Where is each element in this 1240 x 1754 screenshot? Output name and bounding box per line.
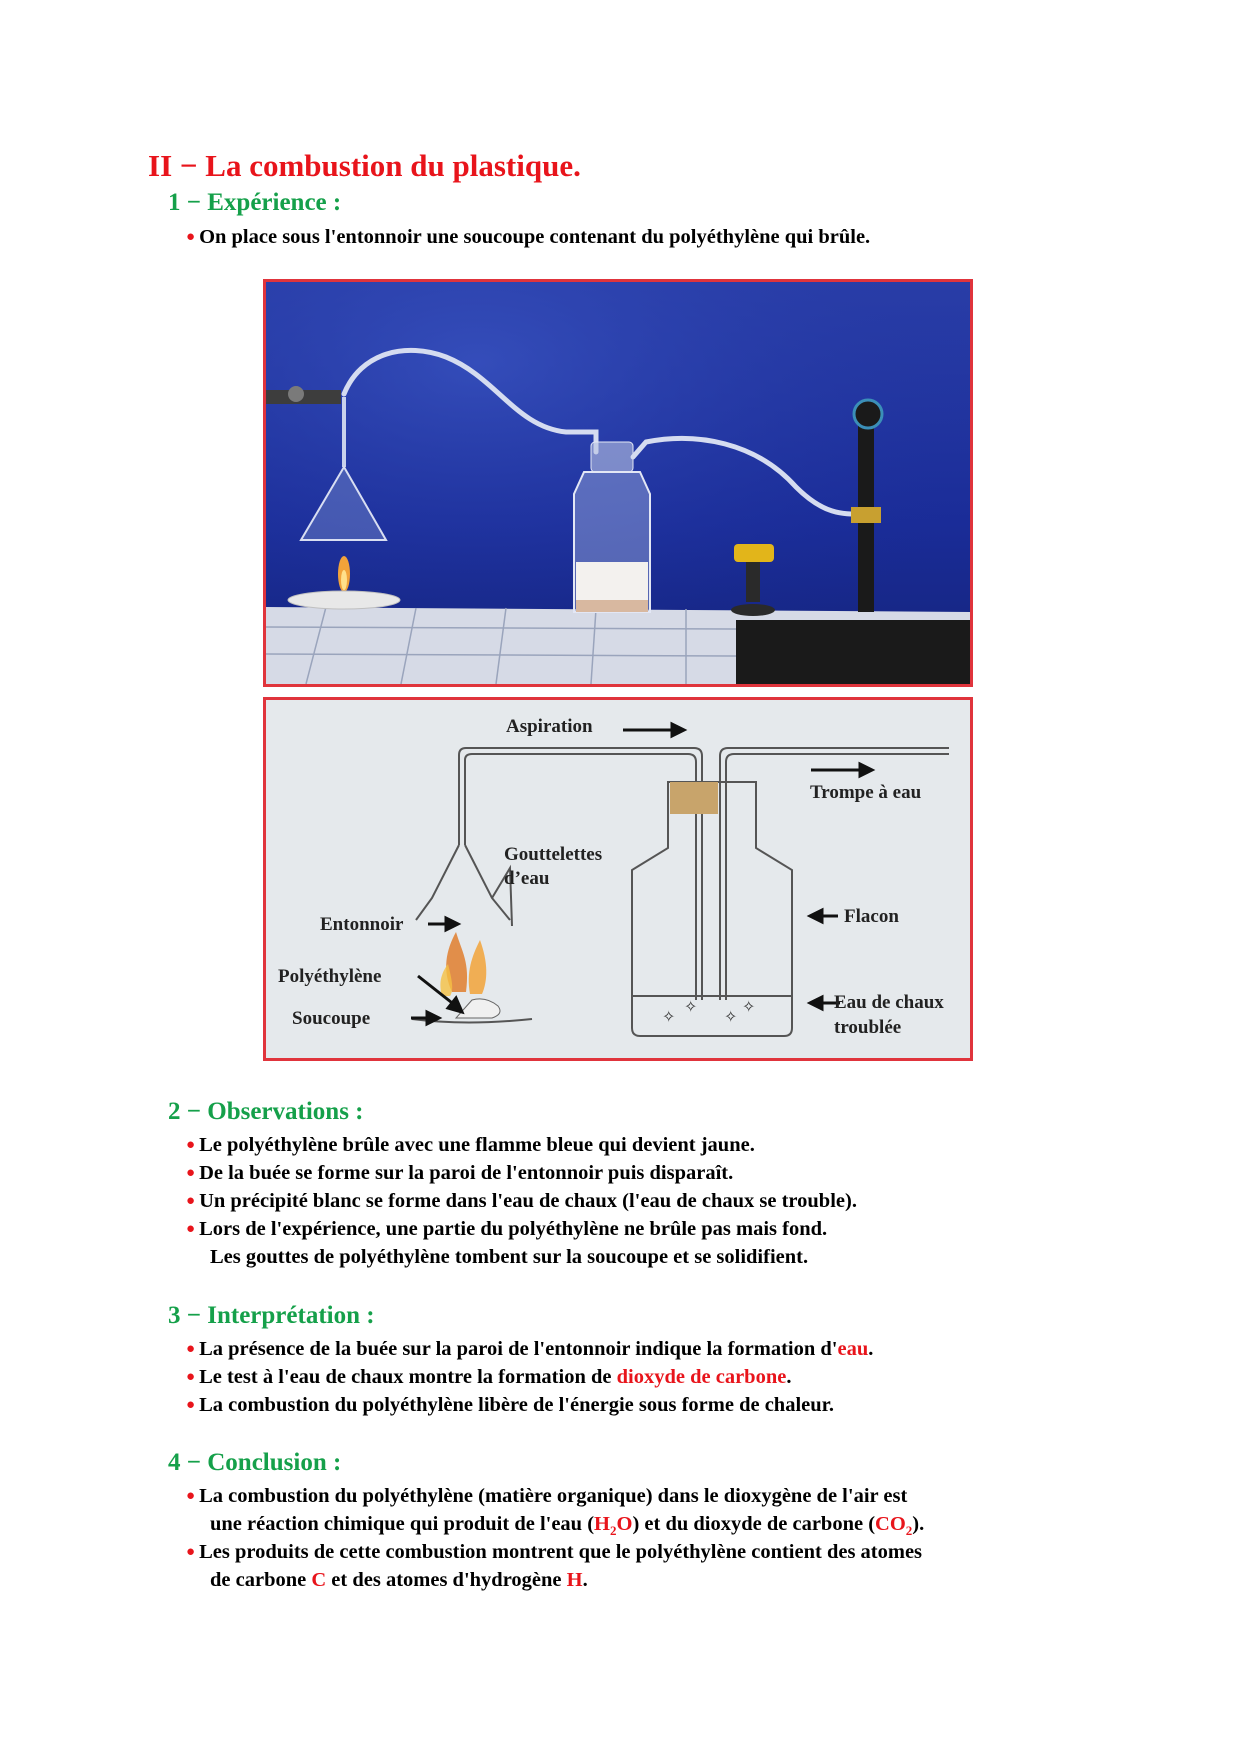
formula-subscript: 2 — [610, 1523, 617, 1539]
label-eau-de-chaux: Eau de chaux — [834, 992, 944, 1013]
bullet-icon: ● — [186, 1165, 196, 1181]
punctuation: . — [868, 1338, 874, 1360]
conclusion-line — [186, 1485, 907, 1508]
label-troublee: troublée — [834, 1017, 902, 1038]
interpretation-text: Le test à l'eau de chaux montre la formation de — [199, 1366, 617, 1388]
bullet-icon: ● — [186, 1193, 196, 1209]
bullet-icon: ● — [186, 229, 196, 245]
conclusion-text: et des atomes d'hydrogène — [326, 1569, 567, 1591]
interpretation-text: La présence de la buée sur la paroi de l'entonnoir indique la formation d' — [199, 1338, 838, 1360]
conclusion-text: une réaction chimique qui produit de l'eau ( — [210, 1513, 595, 1535]
bullet-icon: ● — [186, 1544, 196, 1560]
formula-h2o — [594, 1513, 633, 1539]
observation-item — [186, 1218, 827, 1241]
heading-conclusion: 4 − Conclusion : — [168, 1449, 342, 1476]
observation-item — [186, 1134, 755, 1157]
punctuation: . — [786, 1366, 792, 1388]
heading-interpretation: 3 − Interprétation : — [168, 1302, 375, 1329]
svg-text:✧: ✧ — [662, 1007, 676, 1026]
observation-text: Le polyéthylène brûle avec une flamme bleue qui devient jaune. — [199, 1134, 755, 1156]
observation-item — [186, 1162, 733, 1185]
label-soucoupe: Soucoupe — [292, 1008, 371, 1029]
bullet-icon: ● — [186, 1137, 196, 1153]
observation-item — [186, 1190, 857, 1213]
experience-text: On place sous l'entonnoir une soucoupe contenant du polyéthylène qui brûle. — [199, 226, 871, 248]
experience-bullet — [186, 226, 870, 249]
label-aspiration: Aspiration — [506, 716, 593, 737]
svg-text:✧: ✧ — [724, 1007, 738, 1026]
observation-text: De la buée se forme sur la paroi de l'entonnoir puis disparaît. — [199, 1162, 734, 1184]
observation-text: Un précipité blanc se forme dans l'eau de chaux (l'eau de chaux se trouble). — [199, 1190, 857, 1212]
interpretation-item — [186, 1338, 873, 1361]
heading-observations: 2 − Observations : — [168, 1098, 364, 1125]
label-flacon: Flacon — [844, 906, 899, 927]
symbol-hydrogen: H — [566, 1569, 583, 1591]
label-polyethylene: Polyéthylène — [278, 966, 382, 987]
conclusion-text: La combustion du polyéthylène (matière organique) dans le dioxygène de l'air est — [199, 1485, 908, 1507]
punctuation: . — [582, 1569, 588, 1591]
formula-part: O — [616, 1513, 633, 1535]
diagram-illustration — [266, 700, 970, 1058]
bullet-icon: ● — [186, 1221, 196, 1237]
observation-continuation: Les gouttes de polyéthylène tombent sur la soucoupe et se solidifient. — [210, 1246, 809, 1268]
experiment-photo-illustration — [266, 282, 970, 684]
svg-text:✧: ✧ — [684, 997, 698, 1016]
conclusion-text: Les produits de cette combustion montrent que le polyéthylène contient des atomes — [199, 1541, 923, 1563]
conclusion-line — [186, 1541, 922, 1564]
conclusion-line — [210, 1513, 924, 1539]
label-trompe: Trompe à eau — [810, 782, 922, 803]
interpretation-item — [186, 1366, 791, 1389]
label-gouttelettes: Gouttelettes — [504, 844, 603, 865]
keyword-dioxyde: dioxyde de carbone — [616, 1366, 787, 1388]
keyword-eau: eau — [837, 1338, 869, 1360]
heading-experience: 1 − Expérience : — [168, 189, 342, 216]
svg-text:✧: ✧ — [742, 997, 756, 1016]
bullet-icon: ● — [186, 1369, 196, 1385]
bullet-icon: ● — [186, 1488, 196, 1504]
label-entonnoir: Entonnoir — [320, 914, 404, 935]
apparatus-diagram — [263, 697, 973, 1061]
bullet-icon: ● — [186, 1397, 196, 1413]
symbol-carbon: C — [311, 1569, 327, 1591]
label-deau: d’eau — [504, 868, 550, 889]
punctuation: ). — [912, 1513, 925, 1535]
conclusion-text: de carbone — [210, 1569, 312, 1591]
interpretation-item — [186, 1394, 834, 1417]
formula-subscript: 2 — [905, 1523, 913, 1539]
experiment-photo — [263, 279, 973, 687]
observation-text: Lors de l'expérience, une partie du polyéthylène ne brûle pas mais fond. — [199, 1218, 828, 1240]
formula-co2 — [875, 1513, 913, 1539]
formula-part: H — [594, 1513, 610, 1535]
conclusion-line — [210, 1569, 588, 1592]
interpretation-text: La combustion du polyéthylène libère de l'énergie sous forme de chaleur. — [199, 1394, 834, 1416]
page-title: II − La combustion du plastique. — [148, 148, 581, 183]
conclusion-text: ) et du dioxyde de carbone ( — [632, 1513, 876, 1535]
bullet-icon: ● — [186, 1341, 196, 1357]
formula-part: CO — [875, 1513, 906, 1535]
